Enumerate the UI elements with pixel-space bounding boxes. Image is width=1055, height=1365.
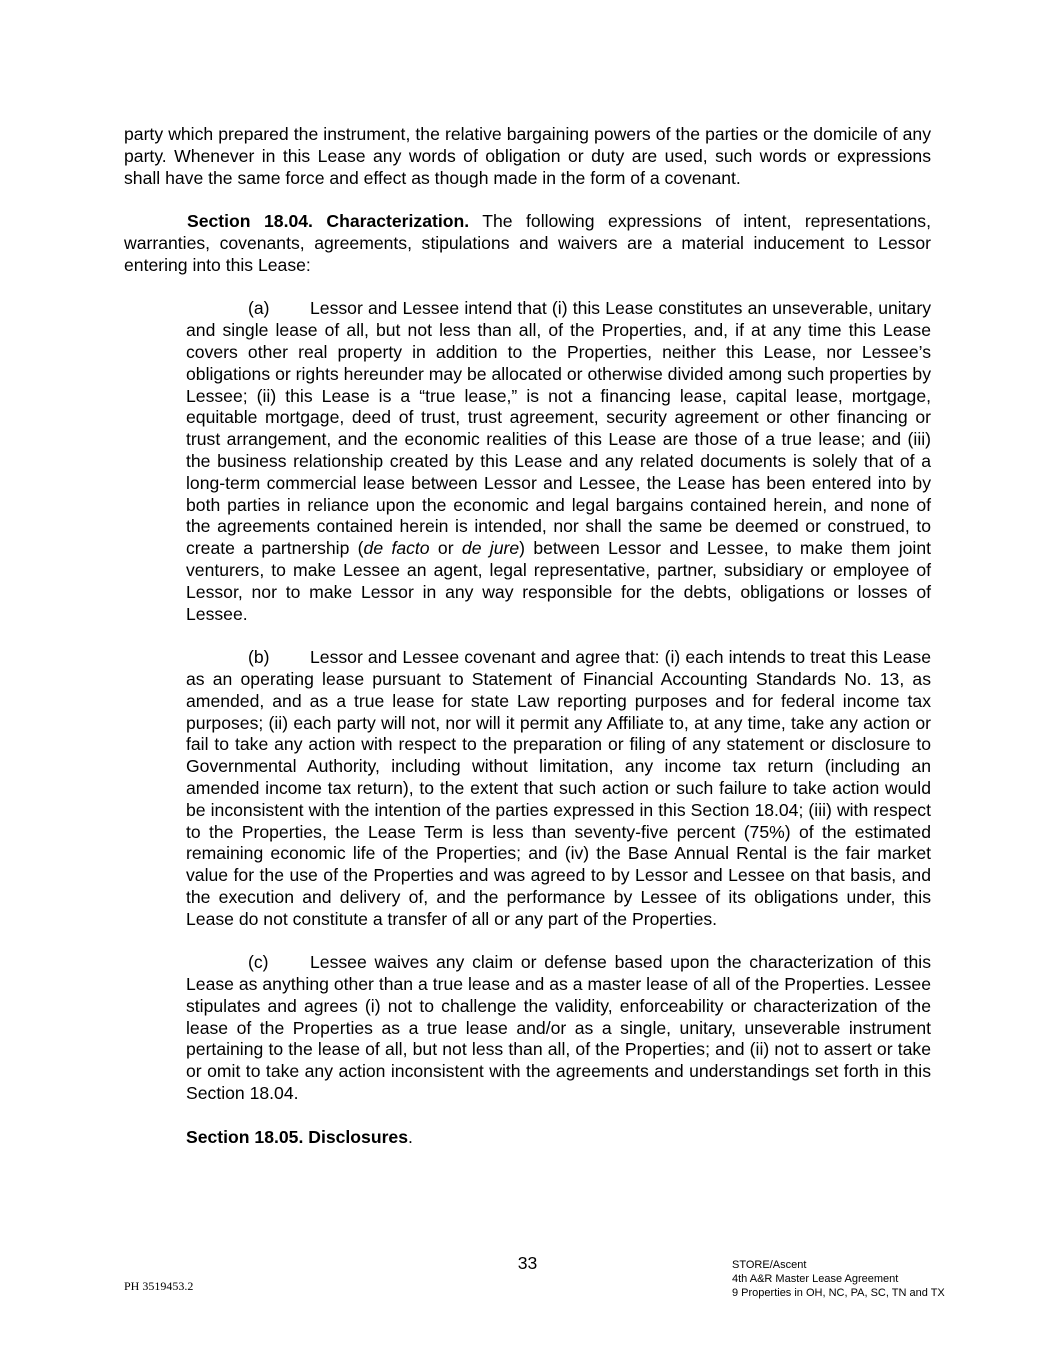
- document-id: PH 3519453.2: [124, 1279, 194, 1293]
- subparagraph-b-label: (b): [248, 647, 270, 668]
- subparagraph-c-label: (c): [248, 952, 269, 973]
- intro-paragraph: party which prepared the instrument, the relative bargaining powers of the parties or the domicile of any party. Whenever in this Lease any words of obligation or duty are used, such words or expressions shall have the same force and effect as though made in the form of a covenant.: [124, 124, 931, 188]
- subparagraph-a-italic-1: de facto: [363, 538, 430, 559]
- subparagraph-a-label: (a): [248, 298, 270, 319]
- section-18-04-paragraph: [124, 211, 931, 276]
- subparagraph-c-text: Lessee waives any claim or defense based upon the characterization of this Lease as anything other than a true lease and as a master lease of all of the Properties. Lessee stipulates and agrees (i) not to challenge the validity, enforceability or characterization of the lease of the Properties as a true lease and/or as a single, unitary, unseverable instrument pertaining to the lease of all, but not less than all, of the Properties; and (ii) not to assert or take or omit to take any action inconsistent with the agreements and understandings set forth in this Section 18.04.: [186, 952, 931, 1104]
- subparagraph-a-italic-2: de jure: [461, 538, 520, 559]
- section-18-05-heading: Section 18.05. Disclosures: [186, 1126, 408, 1147]
- footer-line-3: 9 Properties in OH, NC, PA, SC, TN and TX: [732, 1287, 945, 1299]
- subparagraph-b: [186, 647, 931, 930]
- section-18-04-text: The following expressions of intent, representations, warranties, covenants, agreements, stipulations and waivers are a material inducement to Lessor entering into this Lease:: [124, 211, 931, 275]
- page-body: [124, 124, 931, 1148]
- section-18-04-heading: Section 18.04. Characterization.: [187, 211, 470, 232]
- subparagraph-a-text-2: or: [429, 538, 462, 559]
- section-18-05-paragraph: [186, 1127, 931, 1149]
- subparagraph-b-text: Lessor and Lessee covenant and agree that: (i) each intends to treat this Lease as an operating lease pursuant to Statement of Financial Accounting Standards No. 13, as amended, and as a true lease for state Law reporting purposes and for federal income tax purposes; (ii) each party will not, nor will it permit any Affiliate to, at any time, take any action or fail to take any action with respect to the preparation or filing of any statement or disclosure to Governmental Authority, including without limitation, any income tax return (including an amended income tax return), to the extent that such action or such failure to take action would be inconsistent with the intention of the parties expressed in this Section 18.04; (iii) with respect to the Properties, the Lease Term is less than seventy-five percent (75%) of the estimated remaining economic life of the Properties; and (iv) the Base Annual Rental is the fair market value for the use of the Properties and was agreed to by Lessor and Lessee on that basis, and the execution and delivery of, and the performance by Lessee of its obligations under, this Lease do not constitute a transfer of all or any part of the Properties.: [186, 647, 931, 929]
- footer-line-1: STORE/Ascent: [732, 1259, 807, 1271]
- section-18-05-trail: .: [407, 1126, 413, 1147]
- footer-document-info: [732, 1258, 945, 1300]
- subparagraph-a-text-1: Lessor and Lessee intend that (i) this Lease constitutes an unseverable, unitary and single lease of all, but not less than all, of the Properties, and, if at any time this Lease covers other real property in addition to the Properties, neither this Lease, nor Lessee’s obligations or rights hereunder may be allocated or otherwise divided among such properties by Lessee; (ii) this Lease is a “true lease,” is not a financing lease, capital lease, mortgage, equitable mortgage, deed of trust, trust agreement, security agreement or other financing or trust arrangement, and the economic realities of this Lease are those of a true lease; and (iii) the business relationship created by this Lease and any related documents is solely that of a long-term commercial lease between Lessor and Lessee, the Lease has been entered into by both parties in reliance upon the economic and legal bargains contained herein, and none of the agreements contained herein is intended, nor shall the same be deemed or construed, to create a partnership (: [186, 298, 931, 559]
- footer-line-2: 4th A&R Master Lease Agreement: [732, 1273, 899, 1285]
- page-number: 33: [517, 1253, 538, 1273]
- subparagraph-c: [186, 952, 931, 1105]
- subparagraph-a-text-3: ) between Lessor and Lessee, to make them joint venturers, to make Lessee an agent, legal representative, partner, subsidiary or employee of Lessor, nor to make Lessor in any way responsible for the debts, obligations or losses of Lessee.: [186, 538, 931, 624]
- subparagraph-a: [186, 298, 931, 625]
